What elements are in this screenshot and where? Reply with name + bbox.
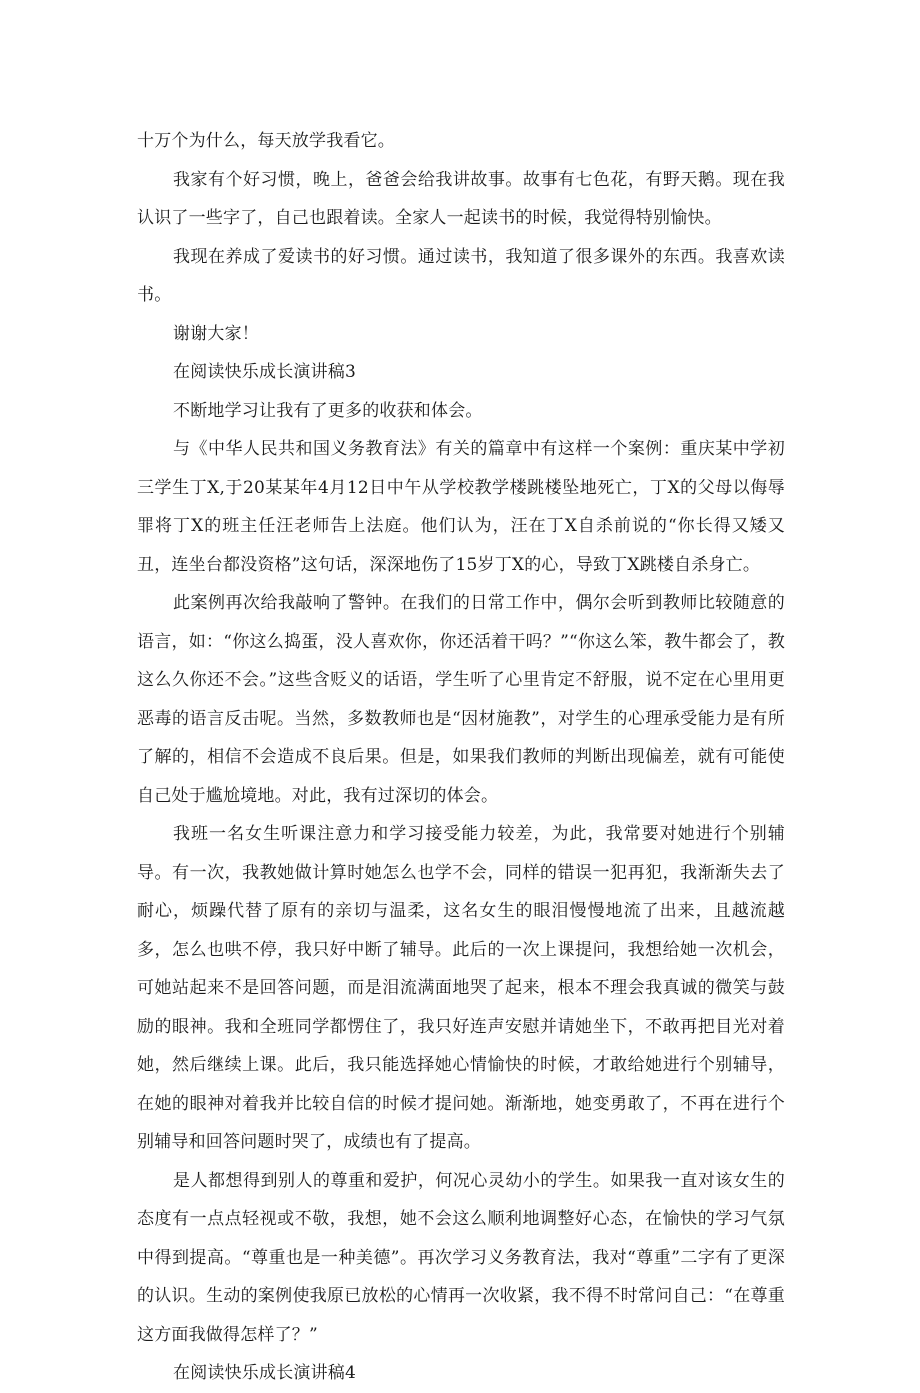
- document-body: [137, 122, 785, 1393]
- paragraph-1: 十万个为什么，每天放学我看它。: [137, 131, 395, 151]
- paragraph-2: 我家有个好习惯，晚上，爸爸会给我讲故事。故事有七色花，有野天鹅。现在我认识了一些字了，自己也跟着读。全家人一起读书的时候，我觉得特别愉快。: [137, 169, 785, 228]
- paragraph-case: 与《中华人民共和国义务教育法》有关的篇章中有这样一个案例：重庆某中学初三学生丁X,于20某某年4月12日中午从学校教学楼跳楼坠地死亡，丁X的父母以侮辱罪将丁X的班主任汪老师告上法庭。他们认为，汪在丁X自杀前说的“你长得又矮又丑，连坐台都没资格”这句话，深深地伤了15岁丁X的心，导致丁X跳楼自杀身亡。: [137, 439, 785, 575]
- paragraph-student-story: 我班一名女生听课注意力和学习接受能力较差，为此，我常要对她进行个别辅导。有一次，我教她做计算时她怎么也学不会，同样的错误一犯再犯，我渐渐失去了耐心，烦躁代替了原有的亲切与温柔，这名女生的眼泪慢慢地流了出来，且越流越多，怎么也哄不停，我只好中断了辅导。此后的一次上课提问，我想给她一次机会，可她站起来不是回答问题，而是泪流满面地哭了起来，根本不理会我真诚的微笑与鼓励的眼神。我和全班同学都愣住了，我只好连声安慰并请她坐下，不敢再把目光对着她，然后继续上课。此后，我只能选择她心情愉快的时候，才敢给她进行个别辅导，在她的眼神对着我并比较自信的时候才提问她。渐渐地，她变勇敢了，不再在进行个别辅导和回答问题时哭了，成绩也有了提高。: [137, 824, 785, 1152]
- paragraph-3: 我现在养成了爱读书的好习惯。通过读书，我知道了很多课外的东西。我喜欢读书。: [137, 246, 785, 305]
- section-heading-4: 在阅读快乐成长演讲稿4: [173, 1363, 357, 1383]
- section-heading-3: 在阅读快乐成长演讲稿3: [173, 362, 357, 382]
- paragraph-5: 不断地学习让我有了更多的收获和体会。: [173, 400, 483, 421]
- paragraph-thanks: 谢谢大家！: [173, 323, 259, 344]
- paragraph-respect: 是人都想得到别人的尊重和爱护，何况心灵幼小的学生。如果我一直对该女生的态度有一点点轻视或不敬，我想，她不会这么顺利地调整好心态，在愉快的学习气氛中得到提高。“尊重也是一种美德”。再次学习义务教育法，我对“尊重”二字有了更深的认识。生动的案例使我原已放松的心情再一次收紧，我不得不时常问自己：“在尊重这方面我做得怎样了？”: [137, 1170, 785, 1345]
- paragraph-warning: 此案例再次给我敲响了警钟。在我们的日常工作中，偶尔会听到教师比较随意的语言，如：“你这么捣蛋，没人喜欢你，你还活着干吗？”“你这么笨，教牛都会了，教这么久你还不会。”这些含贬义的话语，学生听了心里肯定不舒服，说不定在心里用更恶毒的语言反击呢。当然，多数教师也是“因材施教”，对学生的心理承受能力是有所了解的，相信不会造成不良后果。但是，如果我们教师的判断出现偏差，就有可能使自己处于尴尬境地。对此，我有过深切的体会。: [137, 593, 785, 806]
